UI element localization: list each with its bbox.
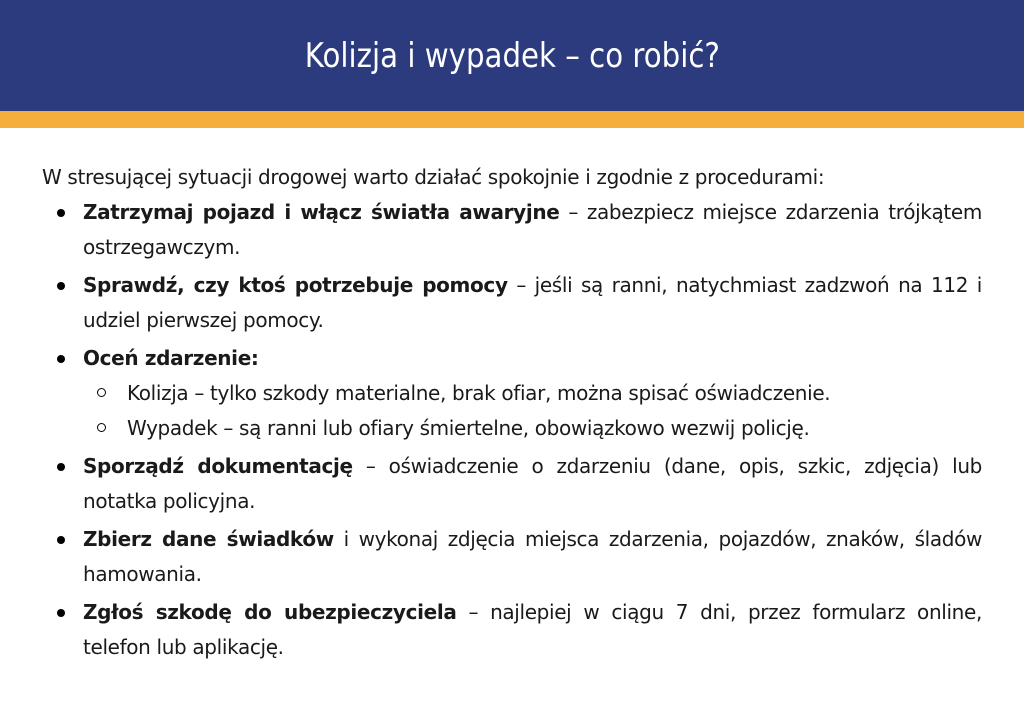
list-item-heading: Zatrzymaj pojazd i włącz światła awaryjne (83, 200, 560, 224)
list-item-heading: Sporządź dokumentację (83, 454, 353, 478)
list-item (42, 595, 982, 665)
list-item (42, 522, 982, 592)
list-item-heading: Zgłoś szkodę do ubezpieczyciela (83, 600, 457, 624)
sub-list-item-text: Kolizja – tylko szkody materialne, brak ofiar, można spisać oświadczenie. (127, 381, 831, 405)
bullet-icon (57, 355, 65, 363)
circle-bullet-icon (97, 423, 106, 432)
sub-list-item (83, 411, 982, 446)
sub-list-item (83, 376, 982, 411)
list-item (42, 195, 982, 265)
procedure-list (42, 195, 982, 665)
bullet-icon (57, 536, 65, 544)
list-item-text: i wykonaj zdjęcia miejsca zdarzenia, pojazdów, znaków, śladów hamowania. (83, 527, 982, 586)
circle-bullet-icon (97, 388, 106, 397)
list-item-text: – zabezpiecz miejsce zdarzenia trójkątem ostrzegawczym. (83, 200, 982, 259)
list-item-text: – najlepiej w ciągu 7 dni, przez formularz online, telefon lub aplikację. (83, 600, 982, 659)
bullet-icon (57, 282, 65, 290)
list-item-heading: Oceń zdarzenie: (83, 346, 259, 370)
list-item (42, 341, 982, 446)
list-item-text: – jeśli są ranni, natychmiast zadzwoń na 112 i udziel pierwszej pomocy. (83, 273, 982, 332)
list-item-text: – oświadczenie o zdarzeniu (dane, opis, szkic, zdjęcia) lub notatka policyjna. (83, 454, 982, 513)
list-item-heading: Sprawdź, czy ktoś potrzebuje pomocy (83, 273, 508, 297)
intro-text: W stresującej sytuacji drogowej warto działać spokojnie i zgodnie z procedurami: (42, 165, 825, 189)
bullet-icon (57, 463, 65, 471)
sub-list (83, 376, 982, 446)
list-item (42, 268, 982, 338)
slide-title: Kolizja i wypadek – co robić? (304, 35, 720, 76)
slide-content (42, 160, 982, 665)
list-item (42, 449, 982, 519)
slide-header (0, 0, 1024, 111)
bullet-icon (57, 209, 65, 217)
bullet-icon (57, 609, 65, 617)
accent-bar (0, 111, 1024, 128)
list-item-heading: Zbierz dane świadków (83, 527, 334, 551)
sub-list-item-text: Wypadek – są ranni lub ofiary śmiertelne, obowiązkowo wezwij policję. (127, 416, 810, 440)
